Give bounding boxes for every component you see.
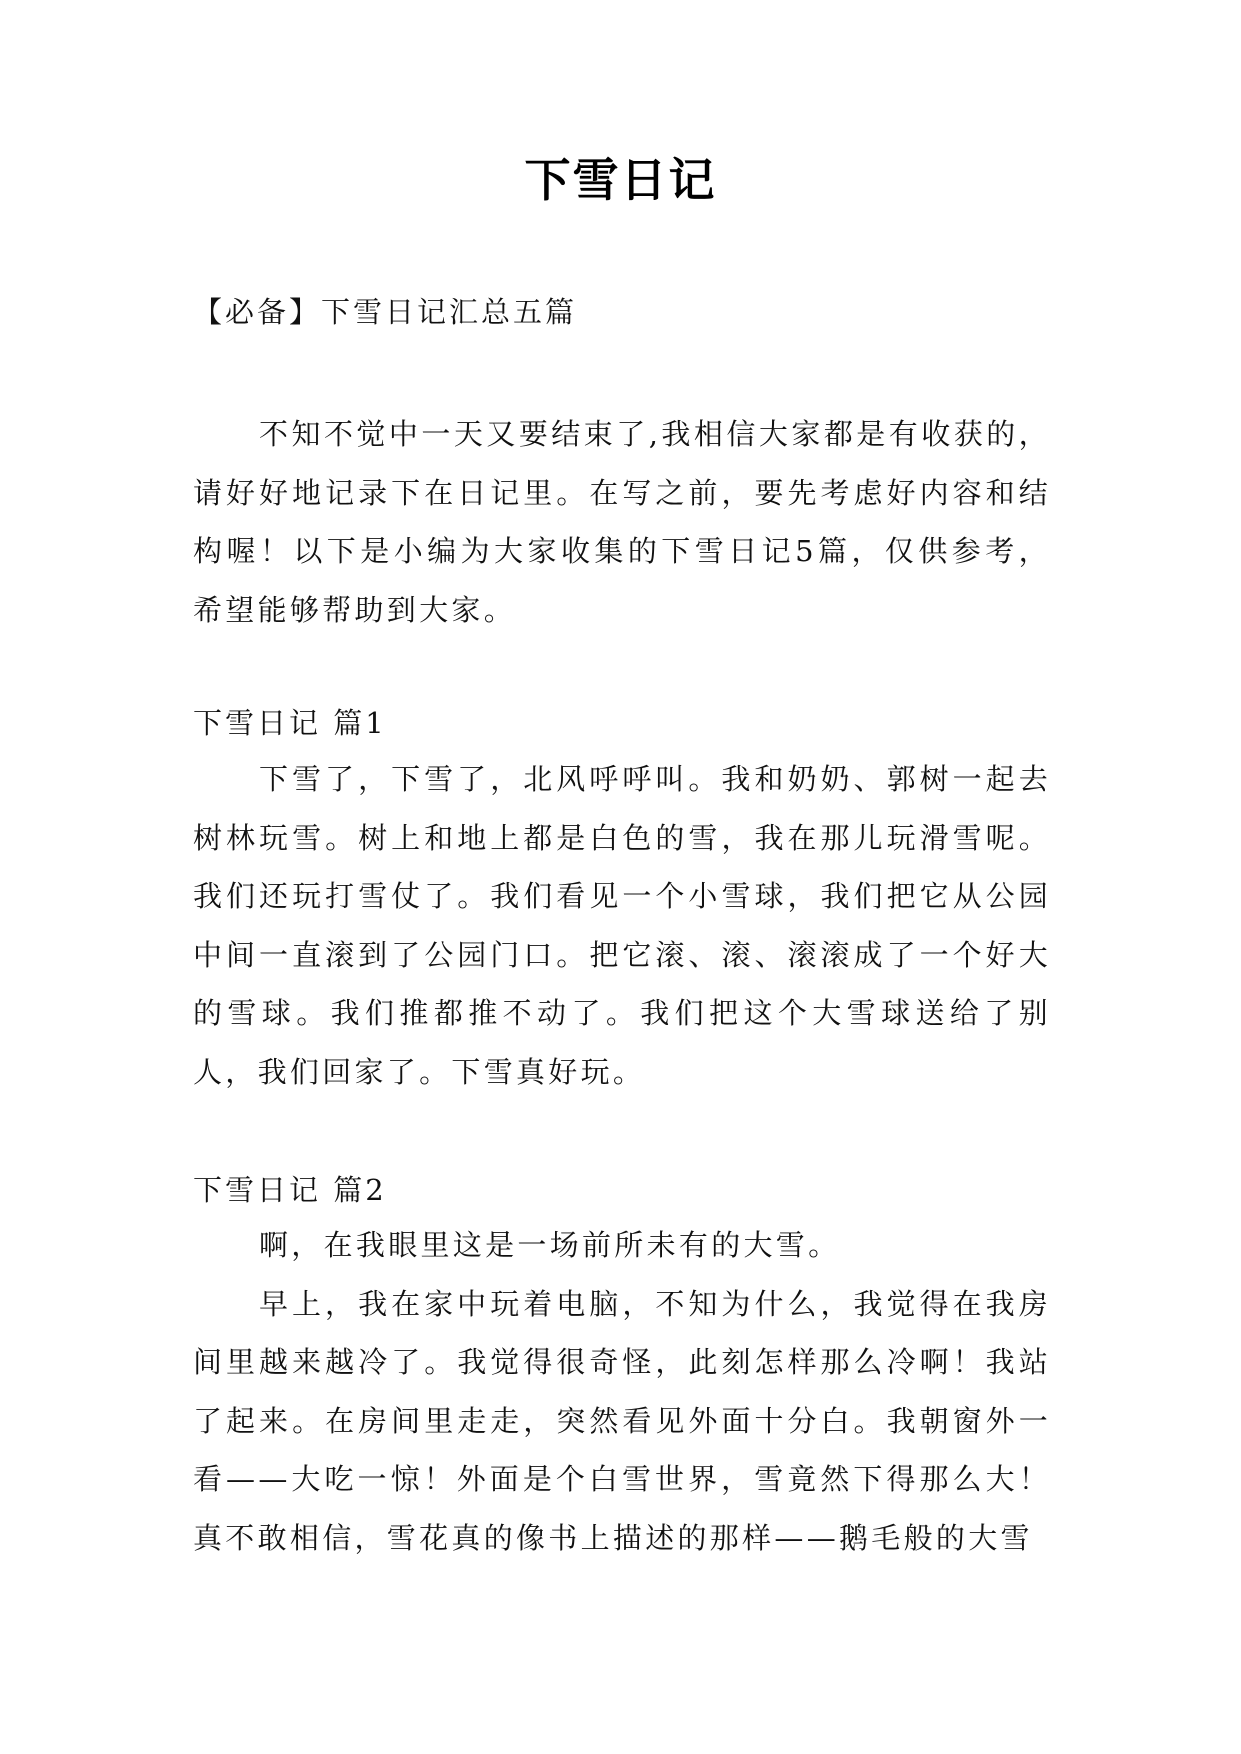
section-2-paragraph-2: 早上，我在家中玩着电脑，不知为什么，我觉得在我房间里越来越冷了。我觉得很奇怪，此刻怎样那么冷啊！我站了起来。在房间里走走，突然看见外面十分白。我朝窗外一看——大吃一惊！外面是个白雪世界，雪竟然下得那么大！真不敢相信，雪花真的像书上描述的那样——鹅毛般的大雪	[193, 1286, 1051, 1555]
section-1-paragraph-1: 下雪了，下雪了，北风呼呼叫。我和奶奶、郭树一起去树林玩雪。树上和地上都是白色的雪，我在那儿玩滑雪呢。我们还玩打雪仗了。我们看见一个小雪球，我们把它从公园中间一直滚到了公园门口。把它滚、滚、滚滚成了一个好大的雪球。我们推都推不动了。我们把这个大雪球送给了别人，我们回家了。下雪真好玩。	[193, 762, 1051, 1089]
document-title: 下雪日记	[524, 153, 717, 207]
section-heading-2: 下雪日记 篇2	[193, 1173, 387, 1207]
section-2-paragraph-1: 啊，在我眼里这是一场前所未有的大雪。	[259, 1228, 841, 1262]
document-subtitle: 【必备】下雪日记汇总五篇	[193, 295, 578, 329]
section-body-1	[193, 750, 1051, 1101]
section-heading-1: 下雪日记 篇1	[193, 706, 387, 740]
section-body-2	[193, 1216, 1051, 1567]
intro-section	[193, 405, 1051, 639]
intro-paragraph: 不知不觉中一天又要结束了,我相信大家都是有收获的，请好好地记录下在日记里。在写之前，要先考虑好内容和结构喔！以下是小编为大家收集的下雪日记5篇，仅供参考，希望能够帮助到大家。	[193, 417, 1051, 627]
